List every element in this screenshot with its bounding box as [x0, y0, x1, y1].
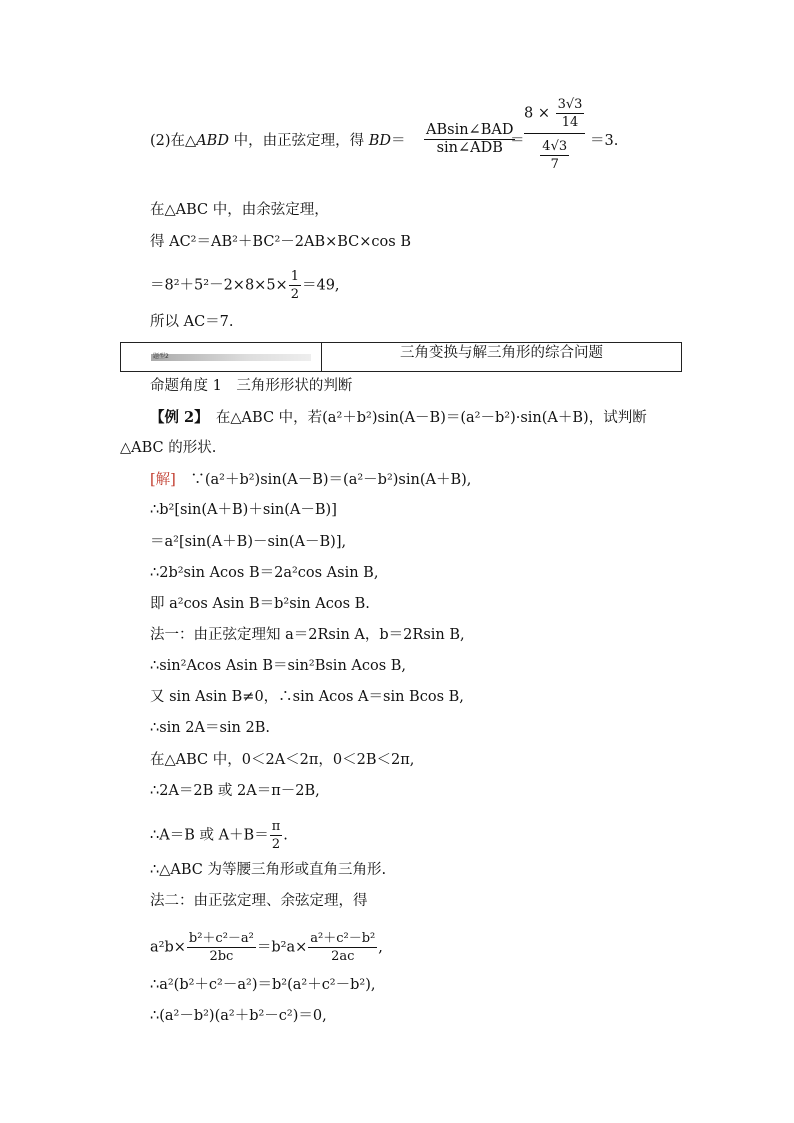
method-2: 法二：由正弦定理、余弦定理，得 [150, 893, 368, 909]
step-16: ∴(a²－b²)(a²＋b²－c²)＝0, [150, 1008, 327, 1024]
solution-start: [解] ∵(a²＋b²)sin(A－B)＝(a²－b²)sin(A＋B), [150, 472, 472, 488]
compound-fraction: 8 × $\frac{3√3}{14}$ $\frac{4√3}{7}$ [524, 96, 585, 173]
step-4: 即 a²cos Asin B＝b²sin Acos B. [150, 596, 370, 612]
line-bd-law-of-sines: (2)在△ABD 中，由正弦定理，得 BD＝ [150, 133, 406, 149]
fraction-numerator: ABsin∠BAD [426, 122, 514, 138]
solution-tag: [解] [150, 472, 176, 488]
fraction-denominator: sin∠ADB [436, 140, 503, 156]
section-header-box [120, 342, 682, 372]
equals-sign: ＝ [510, 133, 525, 149]
section-title: 三角变换与解三角形的综合问题 [400, 345, 603, 361]
result-three: ＝3. [590, 133, 619, 149]
step-1: ∴b²[sin(A＋B)＋sin(A－B)] [150, 502, 337, 518]
method-1: 法一：由正弦定理知 a＝2Rsin A，b＝2Rsin B, [150, 627, 465, 643]
step-14: a²b× $\frac{\text{b²＋c²－a²}}{2bc}$ ＝b²a× $\frac{\text{a²＋c²－b²}}{2ac}$ , [150, 931, 383, 964]
step-10: ∴2A＝2B 或 2A＝π－2B, [150, 783, 320, 799]
fraction-ab-sin [424, 122, 515, 157]
step-11: ∴A＝B 或 A＋B＝ $\frac{\pi}{2}$ . [150, 819, 288, 852]
conclusion-1: ∴△ABC 为等腰三角形或直角三角形. [150, 862, 387, 878]
step-2: ＝a²[sin(A＋B)－sin(A－B)], [150, 534, 347, 550]
example-2-question-cont: △ABC 的形状. [120, 440, 217, 456]
step-8: ∴sin 2A＝sin 2B. [150, 720, 270, 736]
example-2-question: 【例 2】 在△ABC 中，若(a²＋b²)sin(A－B)＝(a²－b²)·sin(A＋B)，试判断 [150, 409, 647, 426]
line-ac-squared: 得 AC²＝AB²＋BC²－2AB×BC×cos B [150, 234, 411, 250]
topic-angle: 命题角度 1 三角形形状的判断 [150, 378, 353, 394]
step-7: 又 sin Asin B≠0，∴sin Acos A＝sin Bcos B, [150, 689, 464, 705]
section-tag-bar [151, 354, 311, 361]
step-15: ∴a²(b²＋c²－a²)＝b²(a²＋c²－b²), [150, 977, 376, 993]
line-ac-result: 所以 AC＝7. [150, 314, 234, 330]
line-ac-value: ＝8²＋5²－2×8×5× $\frac{1}{2}$ ＝49, [150, 269, 340, 302]
step-3: ∴2b²sin Acos B＝2a²cos Asin B, [150, 565, 379, 581]
step-9: 在△ABC 中，0＜2A＜2π，0＜2B＜2π, [150, 752, 415, 768]
section-tag: 题型2 [153, 353, 169, 360]
line-law-of-cosines: 在△ABC 中，由余弦定理， [150, 202, 329, 218]
step-6: ∴sin²Acos Asin B＝sin²Bsin Acos B, [150, 658, 407, 674]
